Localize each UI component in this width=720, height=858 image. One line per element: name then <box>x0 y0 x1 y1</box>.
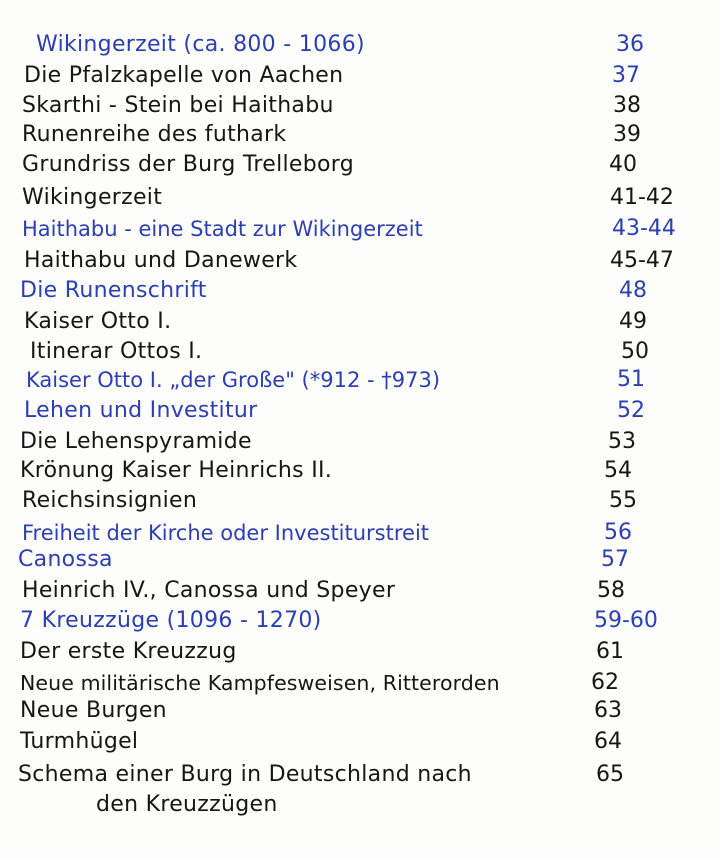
toc-entry <box>0 606 720 636</box>
toc-entry-page: 55 <box>609 488 637 513</box>
toc-entry <box>0 307 720 337</box>
toc-entry <box>0 120 720 150</box>
toc-entry <box>0 276 720 306</box>
toc-entry-title: Die Pfalzkapelle von Aachen <box>24 63 344 88</box>
toc-entry-title: Haithabu - eine Stadt zur Wikingerzeit <box>22 217 423 241</box>
toc-entry-title: Der erste Kreuzzug <box>20 639 237 664</box>
toc-entry-title-continuation: den Kreuzzügen <box>96 792 278 817</box>
toc-entry-page: 50 <box>621 339 649 364</box>
toc-entry-title: Reichsinsignien <box>22 488 198 513</box>
toc-entry-page: 37 <box>612 63 640 88</box>
toc-entry-title: Wikingerzeit (ca. 800 - 1066) <box>36 32 365 57</box>
toc-entry-page: 65 <box>596 762 624 787</box>
toc-entry-page: 57 <box>601 547 629 572</box>
toc-entry-title: 7 Kreuzzüge (1096 - 1270) <box>20 608 322 633</box>
toc-entry-page: 53 <box>608 429 636 454</box>
toc-entry <box>0 61 720 91</box>
toc-entry <box>0 183 720 213</box>
toc-entry <box>0 337 720 367</box>
toc-entry-title: Grundriss der Burg Trelleborg <box>22 152 355 177</box>
toc-entry-title: Die Lehenspyramide <box>20 429 252 454</box>
toc-entry <box>0 91 720 121</box>
toc-entry-title: Heinrich IV., Canossa und Speyer <box>22 578 396 603</box>
toc-entry-page: 41-42 <box>610 185 674 210</box>
toc-entry <box>0 576 720 606</box>
toc-entry-title: Die Runenschrift <box>20 278 207 303</box>
toc-entry-page: 51 <box>617 367 645 392</box>
toc-entry-page: 45-47 <box>610 248 674 273</box>
toc-entry <box>0 696 720 726</box>
toc-entry-page: 59-60 <box>594 608 658 633</box>
toc-entry-title: Kaiser Otto I. „der Große" (*912 - †973) <box>26 368 441 392</box>
toc-entry-title: Canossa <box>18 547 113 572</box>
toc-entry-page: 63 <box>594 698 622 723</box>
toc-entry-title: Freiheit der Kirche oder Investiturstreit <box>22 521 430 545</box>
toc-entry <box>0 365 720 395</box>
toc-entry-title: Haithabu und Danewerk <box>24 248 298 273</box>
toc-entry <box>0 545 720 575</box>
toc-entry-page: 39 <box>613 122 641 147</box>
toc-entry-page: 48 <box>619 278 647 303</box>
toc-entry-title: Krönung Kaiser Heinrichs II. <box>20 458 333 483</box>
toc-entry <box>0 396 720 426</box>
toc-entry-title: Wikingerzeit <box>22 185 163 210</box>
toc-entry-page: 38 <box>613 93 641 118</box>
toc-entry-page: 58 <box>597 578 625 603</box>
toc-entry-page: 61 <box>596 639 624 664</box>
toc-entry-title: Itinerar Ottos I. <box>30 339 203 364</box>
toc-entry <box>0 668 720 698</box>
toc-entry-page: 52 <box>617 398 645 423</box>
toc-entry-title: Turmhügel <box>20 729 139 754</box>
toc-entry-page: 49 <box>619 309 647 334</box>
toc-entry-page: 56 <box>604 520 632 545</box>
toc-entry-page: 43-44 <box>612 216 676 241</box>
toc-entry-title: Neue militärische Kampfesweisen, Ritterorden <box>20 671 500 695</box>
toc-entry-page: 36 <box>616 32 644 57</box>
toc-entry <box>0 486 720 516</box>
toc-entry <box>0 727 720 757</box>
toc-entry <box>0 760 720 824</box>
toc-entry <box>0 214 720 244</box>
toc-entry-title: Lehen und Investitur <box>24 398 258 423</box>
toc-entry-title: Skarthi - Stein bei Haithabu <box>22 93 334 118</box>
toc-entry <box>0 518 720 548</box>
toc-entry-title: Runenreihe des futhark <box>22 122 287 147</box>
toc-entry <box>0 427 720 457</box>
toc-entry <box>0 150 720 180</box>
toc-entry-title: Schema einer Burg in Deutschland nach <box>18 762 472 787</box>
toc-entry <box>0 30 720 60</box>
toc-entry-title: Neue Burgen <box>20 698 167 723</box>
toc-entry-page: 64 <box>594 729 622 754</box>
toc-entry <box>0 246 720 276</box>
toc-entry <box>0 456 720 486</box>
toc-entry-page: 62 <box>591 670 619 695</box>
toc-entry <box>0 637 720 667</box>
toc-entry-title: Kaiser Otto I. <box>24 309 172 334</box>
toc-entry-page: 54 <box>604 458 632 483</box>
toc-entry-page: 40 <box>609 152 637 177</box>
